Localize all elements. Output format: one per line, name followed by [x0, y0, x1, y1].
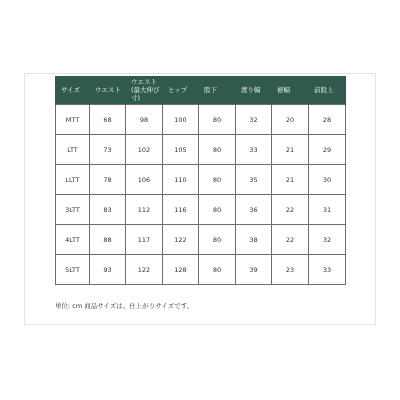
cell-size: MTT — [56, 105, 90, 135]
cell-size: 4LTT — [56, 225, 90, 255]
cell-thigh: 32 — [236, 105, 272, 135]
cell-size: LTT — [56, 135, 90, 165]
table-row — [56, 225, 346, 255]
cell-waist: 88 — [90, 225, 126, 255]
cell-hem: 22 — [272, 225, 309, 255]
cell-waist-max: 98 — [126, 105, 163, 135]
table-header-row — [56, 76, 346, 105]
header-inseam: 股下 — [199, 76, 236, 105]
cell-waist: 93 — [90, 255, 126, 285]
cell-waist-max: 117 — [126, 225, 163, 255]
cell-rise: 32 — [309, 225, 346, 255]
cell-waist-max: 122 — [126, 255, 163, 285]
cell-waist: 78 — [90, 165, 126, 195]
cell-size: 5LTT — [56, 255, 90, 285]
cell-rise: 31 — [309, 195, 346, 225]
cell-waist-max: 102 — [126, 135, 163, 165]
cell-hip: 116 — [163, 195, 199, 225]
cell-thigh: 35 — [236, 165, 272, 195]
cell-inseam: 80 — [199, 225, 236, 255]
cell-thigh: 38 — [236, 225, 272, 255]
header-waist-max-stretch: ウエスト(最大伸び寸) — [126, 76, 163, 105]
table-row — [56, 255, 346, 285]
header-hem-width: 裾幅 — [272, 76, 309, 105]
cell-inseam: 80 — [199, 105, 236, 135]
unit-note: 単位: cm 商品サイズは、仕上がりサイズです。 — [55, 302, 194, 310]
header-front-rise: 前股上 — [309, 76, 346, 105]
cell-hip: 128 — [163, 255, 199, 285]
cell-thigh: 33 — [236, 135, 272, 165]
cell-hem: 21 — [272, 135, 309, 165]
cell-waist: 83 — [90, 195, 126, 225]
cell-inseam: 80 — [199, 165, 236, 195]
cell-inseam: 80 — [199, 255, 236, 285]
cell-inseam: 80 — [199, 135, 236, 165]
cell-inseam: 80 — [199, 195, 236, 225]
table-row — [56, 195, 346, 225]
cell-hip: 105 — [163, 135, 199, 165]
header-waist: ウエスト — [90, 76, 126, 105]
header-thigh-width: 渡り幅 — [236, 76, 272, 105]
size-chart-table — [55, 76, 346, 285]
cell-waist-max: 106 — [126, 165, 163, 195]
cell-rise: 29 — [309, 135, 346, 165]
header-size: サイズ — [56, 76, 90, 105]
cell-hem: 20 — [272, 105, 309, 135]
table-row — [56, 135, 346, 165]
cell-thigh: 36 — [236, 195, 272, 225]
cell-waist: 68 — [90, 105, 126, 135]
table-row — [56, 165, 346, 195]
cell-waist-max: 112 — [126, 195, 163, 225]
cell-thigh: 39 — [236, 255, 272, 285]
cell-size: 3LTT — [56, 195, 90, 225]
cell-rise: 33 — [309, 255, 346, 285]
cell-rise: 28 — [309, 105, 346, 135]
cell-rise: 30 — [309, 165, 346, 195]
cell-hip: 122 — [163, 225, 199, 255]
cell-hip: 100 — [163, 105, 199, 135]
cell-waist: 73 — [90, 135, 126, 165]
cell-hem: 23 — [272, 255, 309, 285]
header-hip: ヒップ — [163, 76, 199, 105]
cell-hip: 110 — [163, 165, 199, 195]
cell-hem: 22 — [272, 195, 309, 225]
cell-size: LLTT — [56, 165, 90, 195]
cell-hem: 21 — [272, 165, 309, 195]
table-row — [56, 105, 346, 135]
